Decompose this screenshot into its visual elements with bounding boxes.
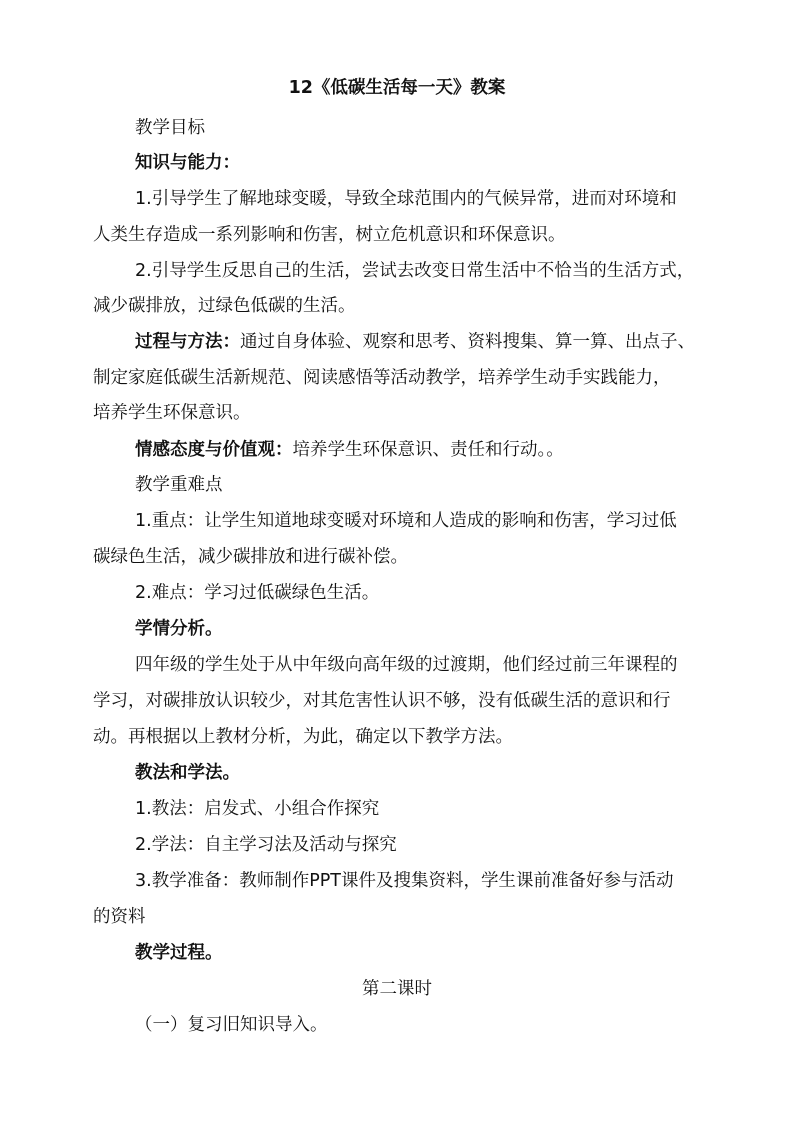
lesson-label: 第二课时	[362, 979, 432, 999]
process-method-line2: 制定家庭低碳生活新规范、阅读感悟等活动教学，培养学生动手实践能力，	[93, 368, 671, 388]
process-method-heading: 过程与方法：	[135, 332, 240, 352]
process-method-line3: 培养学生环保意识。	[93, 403, 251, 423]
knowledge-item2-line2: 减少碳排放，过绿色低碳的生活。	[93, 296, 356, 316]
learning-method: 2.学法：自主学习法及活动与探究	[135, 835, 397, 855]
emotion-values-line	[0, 437, 794, 463]
emotion-values-text: 培养学生环保意识、责任和行动。。	[292, 440, 564, 460]
process-method-text: 通过自身体验、观察和思考、资料搜集、算一算、出点子、	[240, 332, 695, 352]
learner-analysis-line1: 四年级的学生处于从中年级向高年级的过渡期，他们经过前三年课程的	[135, 655, 678, 675]
preparation-line1: 3.教学准备：教师制作PPT课件及搜集资料，学生课前准备好参与活动	[135, 871, 674, 891]
preparation-line2: 的资料	[93, 907, 146, 927]
process-method-line1	[0, 329, 794, 355]
key-point-line1: 1.重点：让学生知道地球变暖对环境和人造成的影响和伤害，学习过低	[135, 511, 677, 531]
section-key-points: 教学重难点	[135, 475, 223, 495]
key-point-line2: 碳绿色生活，减少碳排放和进行碳补偿。	[93, 547, 408, 567]
methods-heading: 教法和学法。	[135, 763, 240, 783]
teaching-method: 1.教法：启发式、小组合作探究	[135, 799, 380, 819]
knowledge-item1-line1: 1.引导学生了解地球变暖，导致全球范围内的气候异常，进而对环境和	[135, 189, 677, 209]
learner-analysis-heading: 学情分析。	[135, 619, 223, 639]
learner-analysis-line2: 学习，对碳排放认识较少，对其危害性认识不够，没有低碳生活的意识和行	[93, 691, 671, 711]
difficult-point: 2.难点：学习过低碳绿色生活。	[135, 583, 380, 603]
learner-analysis-line3: 动。再根据以上教材分析，为此，确定以下教学方法。	[93, 727, 513, 747]
knowledge-ability-heading: 知识与能力：	[135, 153, 240, 173]
process-heading: 教学过程。	[135, 943, 223, 963]
emotion-values-heading: 情感态度与价值观：	[135, 440, 293, 460]
process-step1: （一）复习旧知识导入。	[135, 1015, 328, 1035]
knowledge-item1-line2: 人类生存造成一系列影响和伤害，树立危机意识和环保意识。	[93, 225, 566, 245]
knowledge-item2-line1: 2.引导学生反思自己的生活，尝试去改变日常生活中不恰当的生活方式，	[135, 261, 695, 281]
section-teaching-goals: 教学目标	[135, 118, 205, 138]
document-title: 12《低碳生活每一天》教案	[288, 78, 506, 98]
